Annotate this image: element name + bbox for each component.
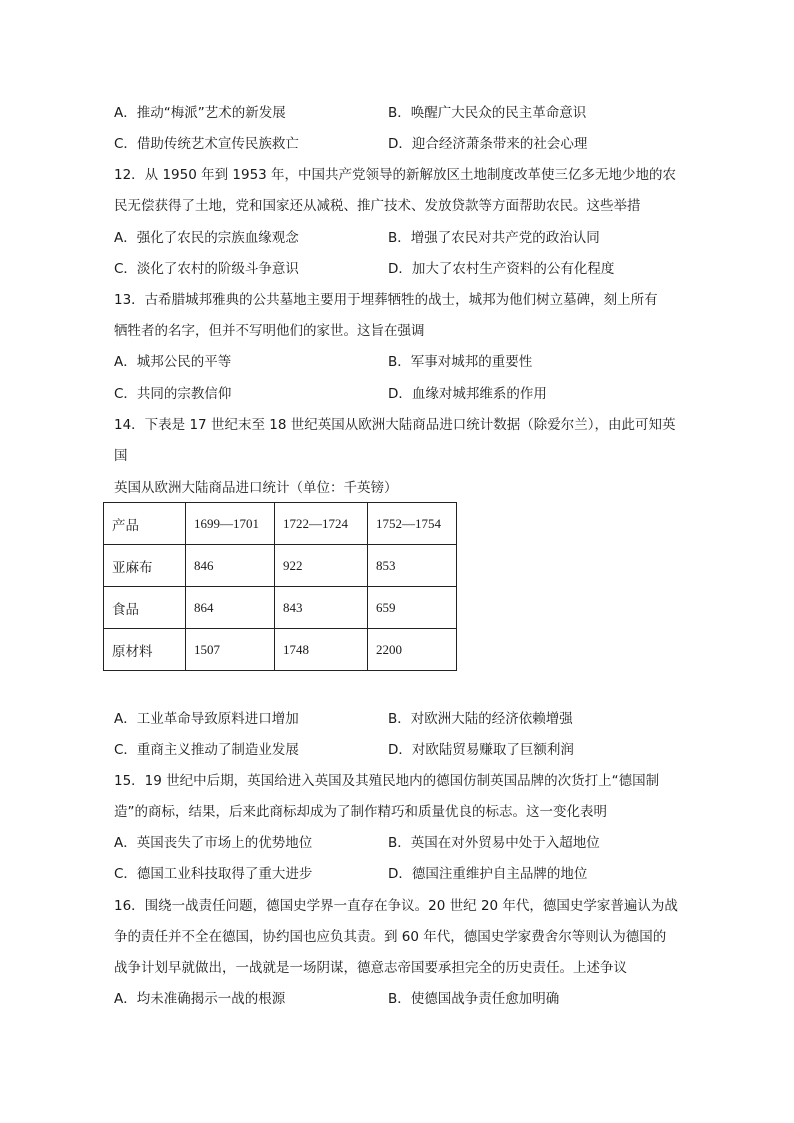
table-row: [104, 587, 457, 629]
table-header-cell: 1752—1754: [368, 503, 457, 545]
q12-option-a[interactable]: A．强化了农民的宗族血缘观念: [114, 230, 299, 246]
table-cell: 1507: [186, 629, 275, 671]
q15-option-c[interactable]: C．德国工业科技取得了重大进步: [114, 866, 313, 882]
q14-option-b[interactable]: B．对欧洲大陆的经济依赖增强: [388, 711, 573, 727]
q14-options-row-1: [114, 709, 714, 729]
q14-option-d[interactable]: D．对欧陆贸易赚取了巨额利润: [388, 742, 574, 758]
q16-options-row-1: [114, 989, 714, 1009]
q16-stem-line-2: 争的责任并不全在德国，协约国也应负其责。到 60 年代，德国史学家费舍尔等则认为德国的: [114, 929, 667, 945]
q12-stem-line-2: 民无偿获得了土地，党和国家还从减税、推广技术、发放贷款等方面帮助农民。这些举措: [114, 198, 641, 214]
q14-stem-line-2: 国: [114, 448, 128, 464]
q13-option-a[interactable]: A．城邦公民的平等: [114, 354, 232, 370]
q13-stem-line-2: 牺牲者的名字，但并不写明他们的家世。这旨在强调: [114, 323, 425, 339]
table-header-row: [104, 503, 457, 545]
table-cell: 亚麻布: [104, 545, 186, 587]
q11-options-row-2: [114, 134, 714, 154]
q13-options-row-2: [114, 384, 714, 404]
table-row: [104, 545, 457, 587]
q12-options-row-1: [114, 228, 714, 248]
q13-option-d[interactable]: D．血缘对城邦维系的作用: [388, 386, 547, 402]
q14-options-row-2: [114, 740, 714, 760]
q16-stem-line-1: 16．围绕一战责任问题，德国史学界一直存在争议。20 世纪 20 年代，德国史学家普遍认为战: [114, 898, 678, 914]
q11-option-c[interactable]: C．借助传统艺术宣传民族救亡: [114, 136, 299, 152]
table-cell: 食品: [104, 587, 186, 629]
q11-options-row-1: [114, 103, 714, 123]
q14-option-c[interactable]: C．重商主义推动了制造业发展: [114, 742, 299, 758]
table-cell: 853: [368, 545, 457, 587]
q13-stem-line-1: 13．古希腊城邦雅典的公共墓地主要用于埋葬牺牲的战士，城邦为他们树立墓碑，刻上所有: [114, 292, 658, 308]
table-header-cell: 产品: [104, 503, 186, 545]
q13-option-c[interactable]: C．共同的宗教信仰: [114, 386, 232, 402]
table-header-cell: 1699—1701: [186, 503, 275, 545]
q15-option-a[interactable]: A．英国丧失了市场上的优势地位: [114, 835, 313, 851]
q15-options-row-2: [114, 864, 714, 884]
q12-option-d[interactable]: D．加大了农村生产资料的公有化程度: [388, 261, 615, 277]
table-cell: 864: [186, 587, 275, 629]
q12-stem-line-1: 12．从 1950 年到 1953 年，中国共产党领导的新解放区土地制度改革使三亿多无地少地的农: [114, 167, 677, 183]
table-cell: 2200: [368, 629, 457, 671]
q11-option-b[interactable]: B．唤醒广大民众的民主革命意识: [388, 105, 587, 121]
table-cell: 原材料: [104, 629, 186, 671]
table-cell: 922: [275, 545, 368, 587]
q12-options-row-2: [114, 259, 714, 279]
q13-options-row-1: [114, 352, 714, 372]
q14-option-a[interactable]: A．工业革命导致原料进口增加: [114, 711, 299, 727]
q11-option-a[interactable]: A．推动“梅派”艺术的新发展: [114, 105, 286, 121]
q11-option-d[interactable]: D．迎合经济萧条带来的社会心理: [388, 136, 588, 152]
q15-stem-line-1: 15．19 世纪中后期，英国给进入英国及其殖民地内的德国仿制英国品牌的次货打上“德国制: [114, 773, 660, 789]
table-caption: 英国从欧洲大陆商品进口统计（单位：千英镑）: [114, 480, 398, 496]
q16-option-a[interactable]: A．均未准确揭示一战的根源: [114, 991, 286, 1007]
table-cell: 843: [275, 587, 368, 629]
table-row: [104, 629, 457, 671]
import-stats-table: [103, 502, 457, 671]
table-cell: 1748: [275, 629, 368, 671]
q15-stem-line-2: 造”的商标，结果，后来此商标却成为了制作精巧和质量优良的标志。这一变化表明: [114, 804, 607, 820]
q16-option-b[interactable]: B．使德国战争责任愈加明确: [388, 991, 560, 1007]
q15-option-d[interactable]: D．德国注重维护自主品牌的地位: [388, 866, 588, 882]
q13-option-b[interactable]: B．军事对城邦的重要性: [388, 354, 533, 370]
table-header-cell: 1722—1724: [275, 503, 368, 545]
table-cell: 846: [186, 545, 275, 587]
q15-option-b[interactable]: B．英国在对外贸易中处于入超地位: [388, 835, 600, 851]
q16-stem-line-3: 战争计划早就做出，一战就是一场阴谋，德意志帝国要承担完全的历史责任。上述争议: [114, 960, 627, 976]
q12-option-b[interactable]: B．增强了农民对共产党的政治认同: [388, 230, 600, 246]
q15-options-row-1: [114, 833, 714, 853]
q14-stem-line-1: 14．下表是 17 世纪末至 18 世纪英国从欧洲大陆商品进口统计数据（除爱尔兰），由此可知英: [114, 417, 676, 433]
table-cell: 659: [368, 587, 457, 629]
q12-option-c[interactable]: C．淡化了农村的阶级斗争意识: [114, 261, 299, 277]
